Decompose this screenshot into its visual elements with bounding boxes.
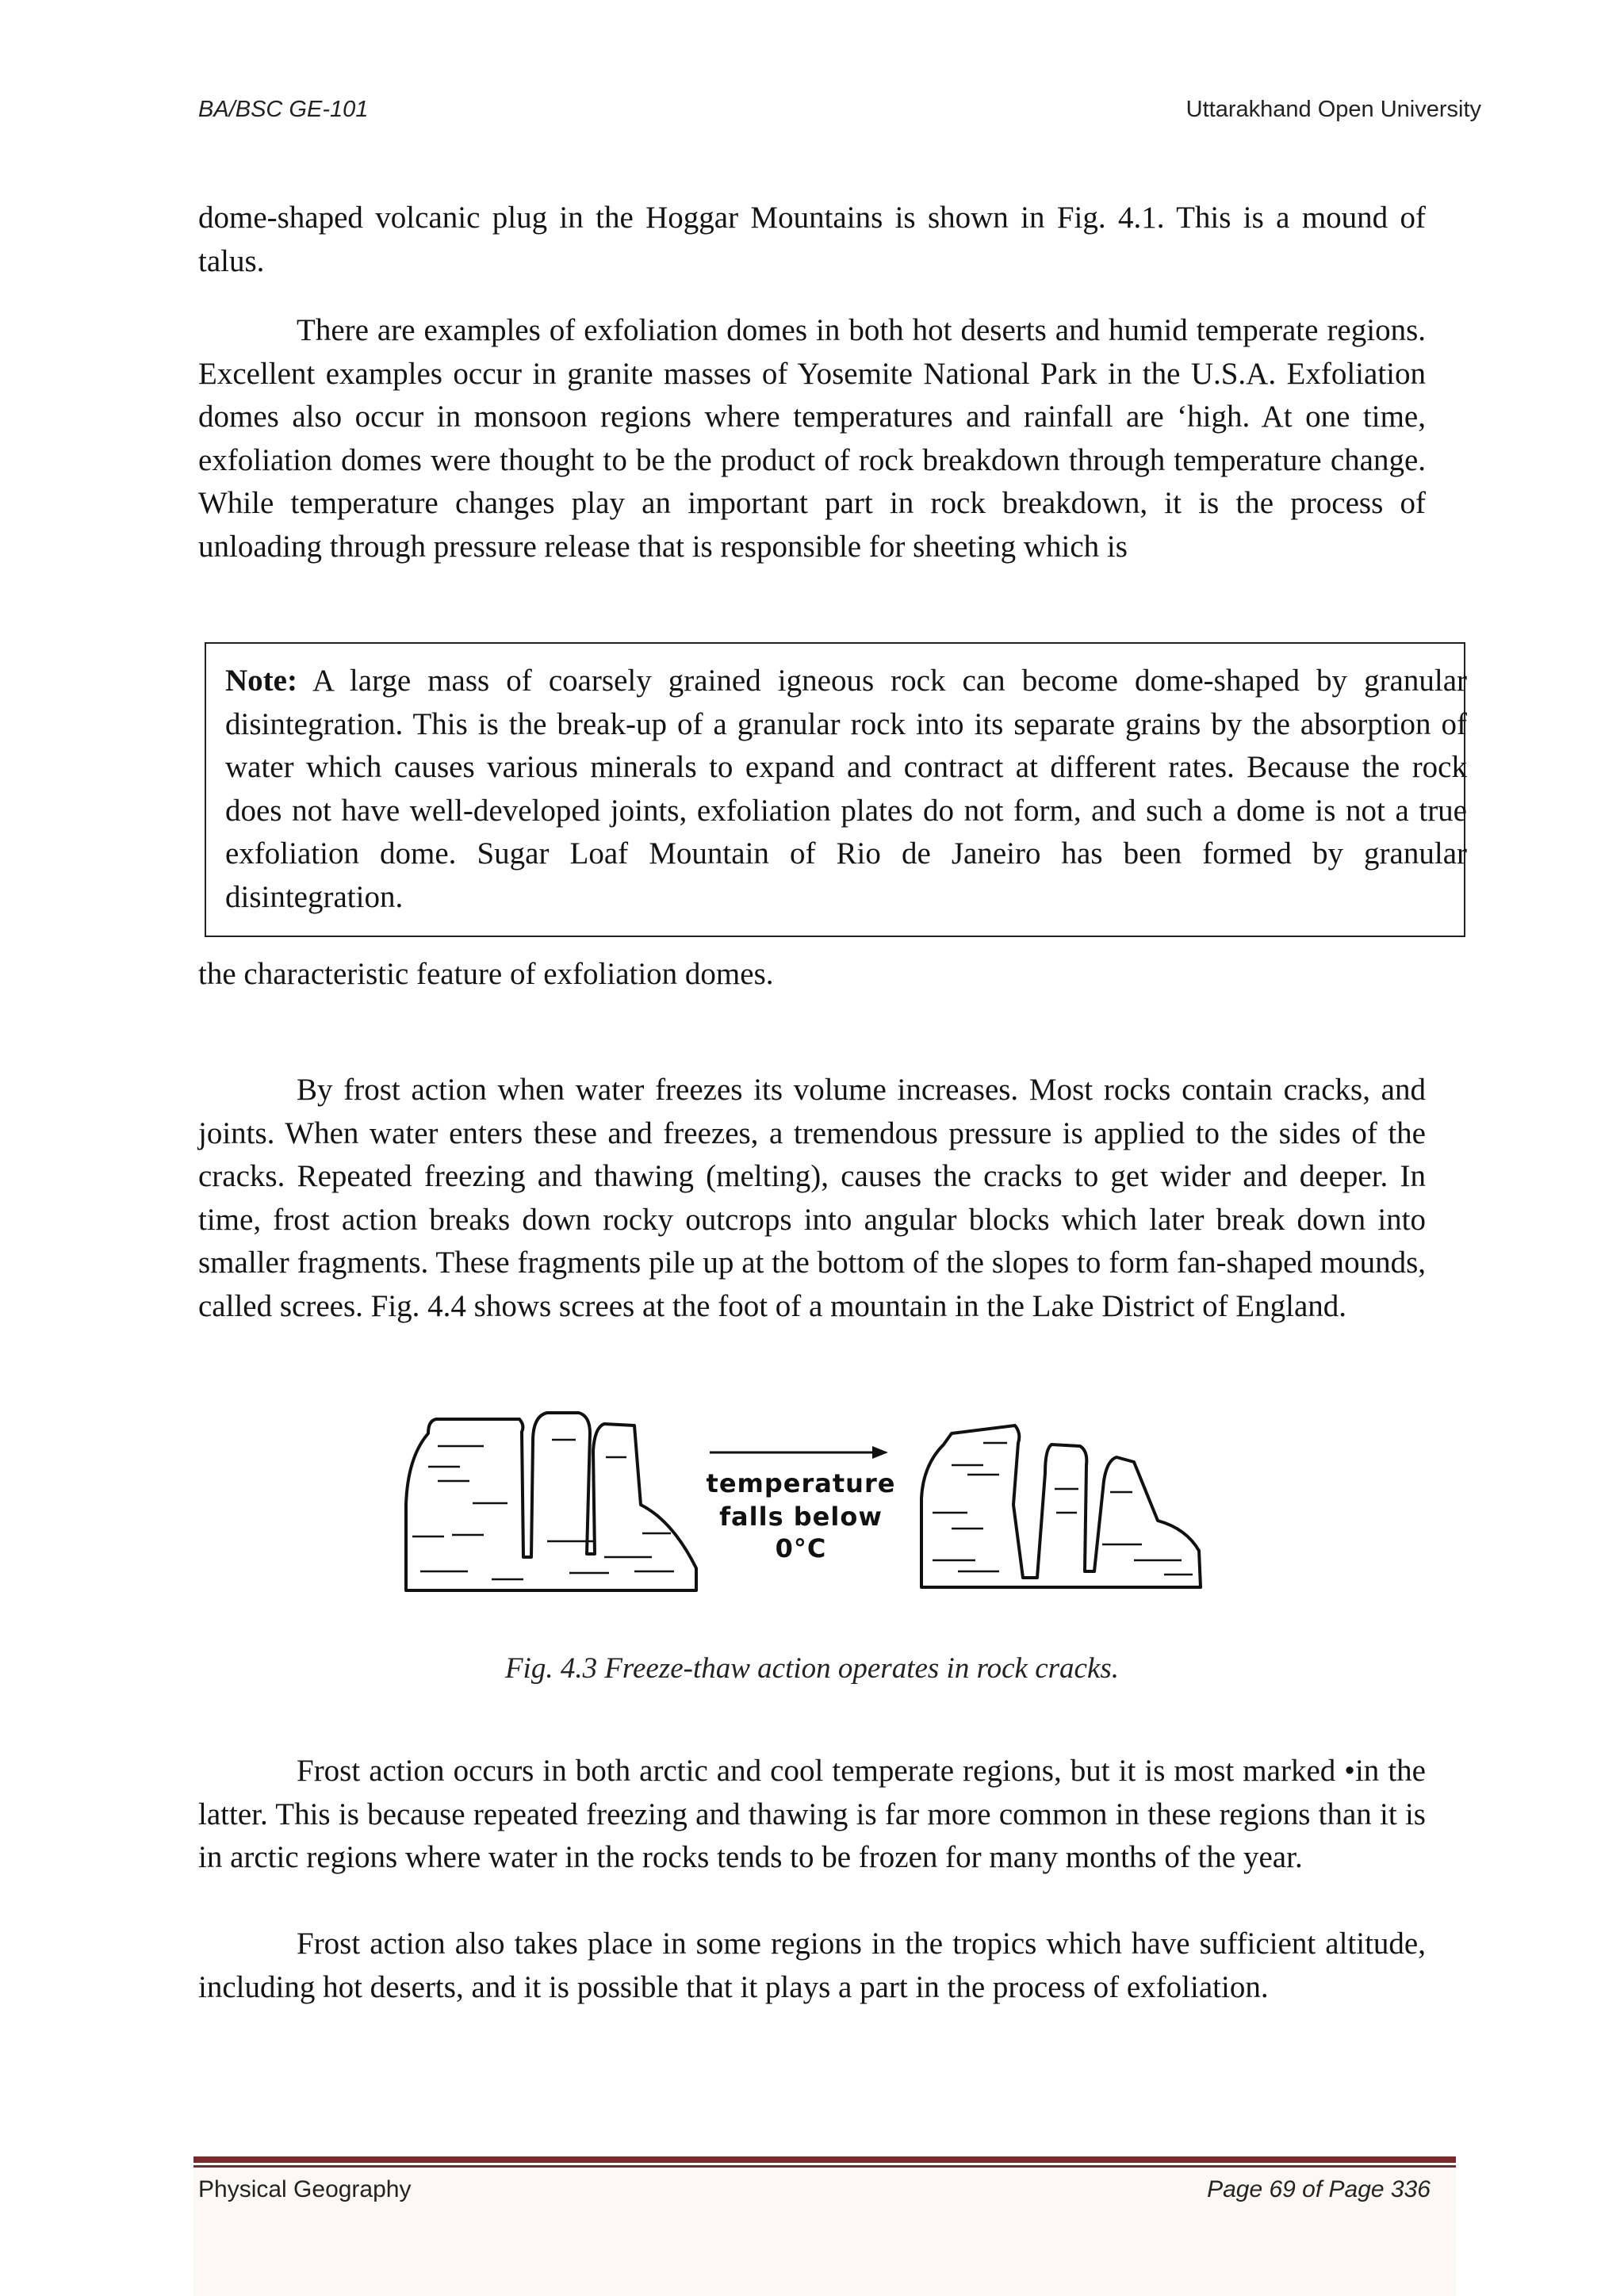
footer-rule [193, 2156, 1456, 2163]
figure-label-line3: 0°C [775, 1533, 827, 1563]
footer-rule-thin [193, 2165, 1456, 2168]
paragraph-volcanic-plug: dome-shaped volcanic plug in the Hoggar Mountains is shown in Fig. 4.1. This is a mound of talus. [198, 201, 1426, 278]
header-university: Uttarakhand Open University [1185, 97, 1481, 122]
figure-caption: Fig. 4.3 Freeze-thaw action operates in rock cracks. [504, 1652, 1120, 1685]
arrow-head [872, 1446, 888, 1459]
header-course-code: BA/BSC GE-101 [198, 97, 369, 122]
note-paragraph [225, 660, 1467, 919]
freeze-thaw-figure [396, 1410, 1225, 1600]
rock-before-cracks [412, 1440, 674, 1579]
paragraph-exfoliation-domes: There are examples of exfoliation domes in both hot deserts and humid temperate regions. Excellent examples occur in granite masses of Yosemite National Park in the U.S.A. Exfoliation domes also occur in monsoon regions where temperatures and rainfall are ‘high. At one time, exfoliation domes were thought to be the product of rock breakdown through temperature change. While temperature changes play an important part in rock breakdown, it is the process of unloading through pressure release that is responsible for sheeting which is [198, 313, 1426, 564]
footer-page-number: Page 69 of Page 336 [1207, 2176, 1431, 2202]
footer-title: Physical Geography [198, 2176, 412, 2202]
note-label: Note: [225, 664, 297, 698]
note-box [205, 642, 1465, 937]
figure-label-line1: temperature [706, 1468, 896, 1498]
figure-label-line2: falls below [719, 1502, 883, 1532]
rock-after-freezing [921, 1425, 1201, 1587]
paragraph-characteristic-feature: the characteristic feature of exfoliation domes. [198, 957, 774, 991]
note-text: A large mass of coarsely grained igneous rock can become dome-shaped by granular disintegration. This is the break-up of a granular rock into its separate grains by the absorption of water which causes various minerals to expand and contract at different rates. Because the rock does not have well-developed joints, exfoliation plates do not form, and such a dome is not a true exfoliation dome. Sugar Loaf Mountain of Rio de Janeiro has been formed by granular disintegration. [225, 664, 1467, 914]
paragraph-frost-regions: Frost action occurs in both arctic and cool temperate regions, but it is most marked •in the latter. This is because repeated freezing and thawing is far more common in these regions than it is in arctic regions where water in the rocks tends to be frozen for many months of the year. [198, 1754, 1426, 1874]
paragraph-frost-action: By frost action when water freezes its volume increases. Most rocks contain cracks, and joints. When water enters these and freezes, a tremendous pressure is applied to the sides of the cracks. Repeated freezing and thawing (melting), causes the cracks to get wider and deeper. In time, frost action breaks down rocky outcrops into angular blocks which later break down into smaller fragments. These fragments pile up at the bottom of the slopes to form fan-shaped mounds, called screes. Fig. 4.4 shows screes at the foot of a mountain in the Lake District of England. [198, 1073, 1426, 1323]
paragraph-frost-tropics: Frost action also takes place in some regions in the tropics which have sufficient altitude, including hot deserts, and it is possible that it plays a part in the process of exfoliation. [198, 1927, 1426, 2004]
rock-before-freezing [406, 1413, 696, 1590]
freeze-thaw-illustration [396, 1410, 1225, 1600]
